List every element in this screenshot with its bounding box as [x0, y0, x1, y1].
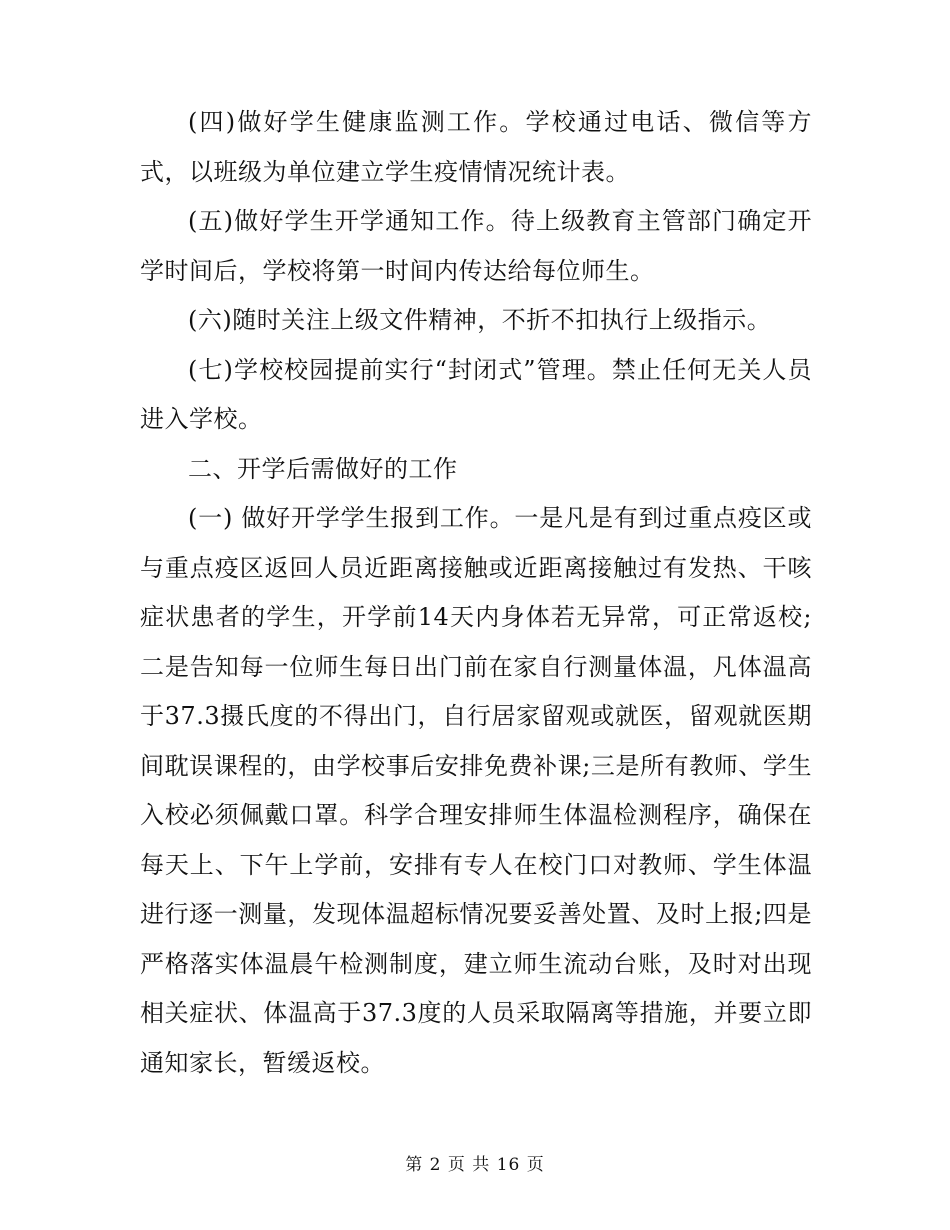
paragraph-four: (四)做好学生健康监测工作。学校通过电话、微信等方式，以班级为单位建立学生疫情情况统计表。	[140, 108, 812, 186]
section-heading: 二、开学后需做好的工作	[188, 454, 458, 483]
document-body	[140, 98, 812, 1088]
page-footer: 第 2 页 共 16 页	[405, 1155, 545, 1175]
paragraph-six: (六)随时关注上级文件精神，不折不扣执行上级指示。	[188, 306, 772, 334]
paragraph-five: (五)做好学生开学通知工作。待上级教育主管部门确定开学时间后，学校将第一时间内传达给每位师生。	[140, 207, 812, 285]
paragraph-one: (一) 做好开学学生报到工作。一是凡是有到过重点疫区或与重点疫区返回人员近距离接触或近距离接触过有发热、干咳症状患者的学生，开学前14天内身体若无异常，可正常返校;二是告知每一位师生每日出门前在家自行测量体温，凡体温高于37.3摄氏度的不得出门，自行居家留观或就医，留观就医期间耽误课程的，由学校事后安排免费补课;三是所有教师、学生入校必须佩戴口罩。科学合理安排师生体温检测程序，确保在每天上、下午上学前，安排有专人在校门口对教师、学生体温进行逐一测量，发现体温超标情况要妥善处置、及时上报;四是严格落实体温晨午检测制度，建立师生流动台账，及时对出现相关症状、体温高于37.3度的人员采取隔离等措施，并要立即通知家长，暂缓返校。	[140, 504, 812, 1077]
paragraph-seven: (七)学校校园提前实行“封闭式”管理。禁止任何无关人员进入学校。	[140, 355, 812, 433]
